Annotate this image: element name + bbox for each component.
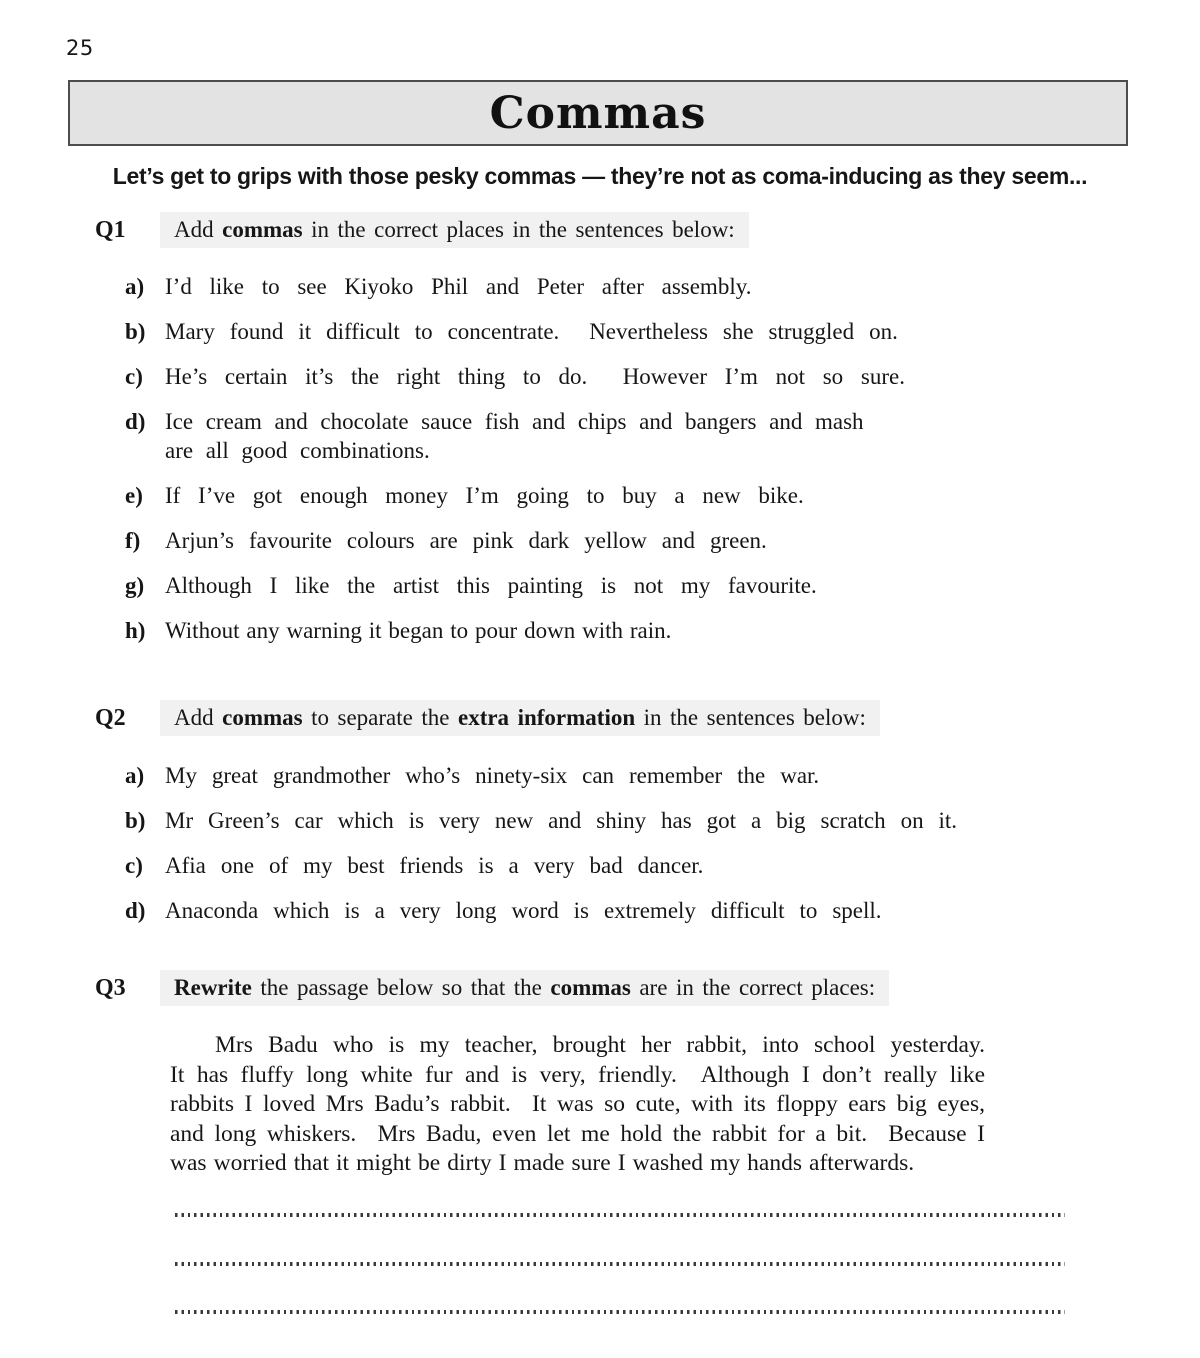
- instruction-bold-text: Rewrite: [174, 975, 252, 1000]
- passage-line: was worried that it might be dirty I made sure I washed my hands afterwards.: [170, 1150, 915, 1176]
- q1-items: [95, 272, 1110, 645]
- page-title: Commas: [489, 87, 707, 139]
- instruction-bold-text: commas: [550, 975, 631, 1000]
- item-letter: e): [125, 483, 143, 508]
- q1-item-d: [95, 407, 1110, 465]
- q1-item-e: [95, 481, 1110, 510]
- item-letter: c): [125, 364, 143, 389]
- q2-items: [95, 761, 1110, 925]
- q1-label: Q1: [95, 217, 126, 243]
- item-text: Mr Green’s car which is very new and shiny has got a big scratch on it.: [165, 808, 958, 833]
- item-text: He’s certain it’s the right thing to do. However I’m not so sure.: [165, 364, 905, 389]
- item-letter: d): [125, 409, 146, 434]
- item-text: [165, 407, 1110, 465]
- question-q3: [95, 970, 1110, 1179]
- q3-passage: [170, 1031, 985, 1179]
- q2-instruction: [160, 700, 880, 736]
- q2-item-c: [95, 851, 1110, 880]
- item-text: If I’ve got enough money I’m going to buy a new bike.: [165, 483, 804, 508]
- question-q2: [95, 700, 1110, 941]
- item-letter: b): [125, 319, 146, 344]
- item-letter: f): [125, 528, 141, 553]
- answer-line: [175, 1310, 1065, 1314]
- item-text: Arjun’s favourite colours are pink dark yellow and green.: [165, 528, 767, 553]
- item-letter: b): [125, 808, 146, 833]
- passage-line: It has fluffy long white fur and is very, friendly. Although I don’t really like: [170, 1061, 985, 1088]
- q1-item-a: [95, 272, 1110, 301]
- q2-item-d: [95, 896, 1110, 925]
- item-text: Anaconda which is a very long word is extremely difficult to spell.: [165, 898, 882, 923]
- q2-item-a: [95, 761, 1110, 790]
- answer-line: [175, 1213, 1065, 1217]
- q1-item-h: [95, 616, 1110, 645]
- item-text: My great grandmother who’s ninety-six can remember the war.: [165, 763, 820, 788]
- item-letter: h): [125, 618, 146, 643]
- q2-item-b: [95, 806, 1110, 835]
- instruction-text: to separate the: [302, 705, 458, 730]
- q1-item-b: [95, 317, 1110, 346]
- item-text: Afia one of my best friends is a very bad dancer.: [165, 853, 704, 878]
- q1-instruction: [160, 212, 749, 248]
- q1-item-f: [95, 526, 1110, 555]
- item-letter: a): [125, 274, 145, 299]
- passage-line: and long whiskers. Mrs Badu, even let me hold the rabbit for a bit. Because I: [170, 1120, 985, 1147]
- q2-label: Q2: [95, 705, 126, 731]
- item-text: Mary found it difficult to concentrate. Nevertheless she struggled on.: [165, 319, 898, 344]
- instruction-text: Add: [174, 705, 223, 730]
- q2-header: [95, 700, 1110, 736]
- passage-line: rabbits I loved Mrs Badu’s rabbit. It was so cute, with its floppy ears big eyes,: [170, 1091, 985, 1117]
- item-text: Although I like the artist this painting is not my favourite.: [165, 573, 817, 598]
- instruction-bold-text: commas: [222, 217, 303, 242]
- item-text: I’d like to see Kiyoko Phil and Peter after assembly.: [165, 274, 752, 299]
- q1-item-c: [95, 362, 1110, 391]
- item-letter: d): [125, 898, 146, 923]
- item-letter: c): [125, 853, 143, 878]
- instruction-text: in the correct places in the sentences below:: [302, 217, 735, 242]
- page-number: 25: [66, 36, 94, 60]
- q1-item-g: [95, 571, 1110, 600]
- instruction-text: in the sentences below:: [635, 705, 866, 730]
- answer-line: [175, 1262, 1065, 1266]
- item-letter: g): [125, 573, 145, 598]
- item-letter: a): [125, 763, 145, 788]
- item-text: Without any warning it began to pour down with rain.: [165, 618, 672, 643]
- instruction-text: are in the correct places:: [630, 975, 876, 1000]
- page-subtitle: Let’s get to grips with those pesky commas — they’re not as coma-inducing as they seem...: [112, 163, 1088, 189]
- title-box: [68, 80, 1128, 146]
- q1-header: [95, 212, 1110, 248]
- item-text-line: Ice cream and chocolate sauce fish and chips and bangers and mash: [165, 409, 864, 434]
- instruction-bold-text: extra information: [457, 705, 636, 730]
- instruction-bold-text: commas: [222, 705, 303, 730]
- item-text-line: are all good combinations.: [165, 438, 430, 463]
- q3-header: [95, 970, 1110, 1006]
- q3-label: Q3: [95, 975, 126, 1001]
- instruction-text: Add: [174, 217, 223, 242]
- passage-line: Mrs Badu who is my teacher, brought her rabbit, into school yesterday.: [215, 1032, 985, 1058]
- instruction-text: the passage below so that the: [251, 975, 551, 1000]
- q3-instruction: [160, 970, 889, 1006]
- question-q1: [95, 212, 1110, 661]
